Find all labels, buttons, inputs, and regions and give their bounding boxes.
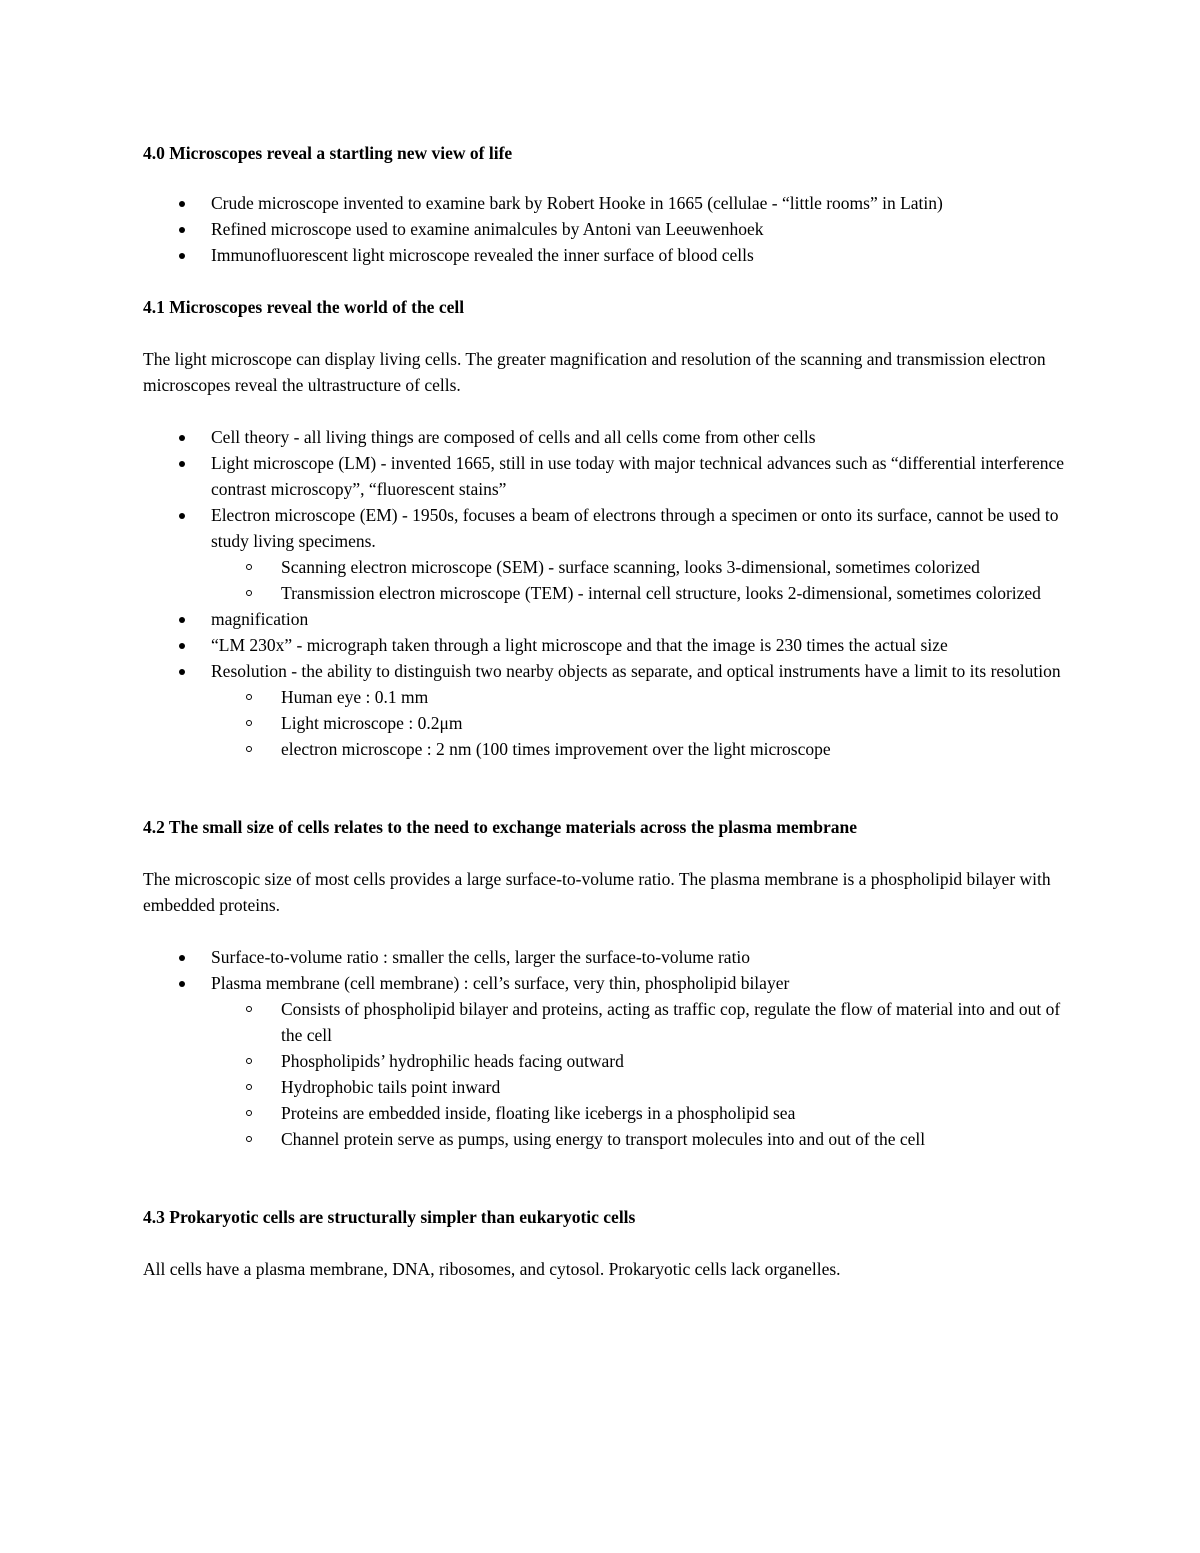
list-item: Refined microscope used to examine animalcules by Antoni van Leeuwenhoek [143,216,1073,242]
sub-list-item: Consists of phospholipid bilayer and proteins, acting as traffic cop, regulate the flow of material into and out of the cell [209,996,1073,1048]
sub-list-item: Light microscope : 0.2μm [209,710,1073,736]
list-item: Immunofluorescent light microscope revealed the inner surface of blood cells [143,242,1073,268]
bullet-icon [179,201,185,207]
list-item: Crude microscope invented to examine bark by Robert Hooke in 1665 (cellulae - “little rooms” in Latin) [143,190,1073,216]
sub-list-item: Phospholipids’ hydrophilic heads facing outward [209,1048,1073,1074]
section-heading-4-1: 4.1 Microscopes reveal the world of the cell [143,297,465,317]
bullet-icon [179,981,185,987]
hollow-bullet-icon [246,1084,252,1090]
hollow-bullet-icon [246,694,252,700]
section-heading-4-0: 4.0 Microscopes reveal a startling new view of life [143,143,513,163]
section-intro-4-3: All cells have a plasma membrane, DNA, ribosomes, and cytosol. Prokaryotic cells lack organelles. [143,1259,841,1279]
list-item: Cell theory - all living things are composed of cells and all cells come from other cells [143,424,1073,450]
bullet-icon [179,617,185,623]
section-intro-4-1: The light microscope can display living cells. The greater magnification and resolution of the scanning and transmission electron microscopes reveal the ultrastructure of cells. [143,349,1046,395]
list-item: Surface-to-volume ratio : smaller the cells, larger the surface-to-volume ratio [143,944,1073,970]
hollow-bullet-icon [246,1006,252,1012]
section-heading-4-3: 4.3 Prokaryotic cells are structurally simpler than eukaryotic cells [143,1207,636,1227]
bullet-list-4-0 [143,190,1073,268]
bullet-icon [179,955,185,961]
sub-list-item: Channel protein serve as pumps, using energy to transport molecules into and out of the cell [209,1126,1073,1152]
hollow-bullet-icon [246,1110,252,1116]
section-heading-4-2: 4.2 The small size of cells relates to the need to exchange materials across the plasma membrane [143,817,857,837]
sub-list-item: Human eye : 0.1 mm [209,684,1073,710]
sub-bullet-list [143,684,1073,762]
list-item: Light microscope (LM) - invented 1665, still in use today with major technical advances such as “differential interference contrast microscopy”, “fluorescent stains” [143,450,1073,502]
hollow-bullet-icon [246,590,252,596]
list-item: Plasma membrane (cell membrane) : cell’s surface, very thin, phospholipid bilayer Consists of phospholipid bilayer and proteins, acting as traffic cop, regulate the flow of material into and out of the cell Phospholipids’ hydrophilic heads facing outward Hydrophobic tails point inward Proteins are embedded inside, floating like icebergs in a phospholipid sea Channel protein serve as pumps, using energy to transport molecules into and out of the cell [143,970,1073,1152]
hollow-bullet-icon [246,1058,252,1064]
list-item: “LM 230x” - micrograph taken through a light microscope and that the image is 230 times the actual size [143,632,1073,658]
hollow-bullet-icon [246,1136,252,1142]
hollow-bullet-icon [246,746,252,752]
bullet-icon [179,669,185,675]
hollow-bullet-icon [246,564,252,570]
sub-list-item: Proteins are embedded inside, floating like icebergs in a phospholipid sea [209,1100,1073,1126]
sub-list-item: Scanning electron microscope (SEM) - surface scanning, looks 3-dimensional, sometimes colorized [209,554,1073,580]
bullet-list-4-1 [143,424,1073,762]
bullet-list-4-2 [143,944,1073,1152]
list-item: Resolution - the ability to distinguish two nearby objects as separate, and optical instruments have a limit to its resolution Human eye : 0.1 mm Light microscope : 0.2μm electron microscope : 2 nm (100 times improvement over the light microscope [143,658,1073,762]
bullet-icon [179,513,185,519]
bullet-icon [179,227,185,233]
list-item: Electron microscope (EM) - 1950s, focuses a beam of electrons through a specimen or onto its surface, cannot be used to study living specimens. Scanning electron microscope (SEM) - surface scanning, looks 3-dimensional, sometimes colorized Transmission electron microscope (TEM) - internal cell structure, looks 2-dimensional, sometimes colorized [143,502,1073,606]
bullet-icon [179,435,185,441]
section-intro-4-2: The microscopic size of most cells provides a large surface-to-volume ratio. The plasma membrane is a phospholipid bilayer with embedded proteins. [143,869,1051,915]
sub-list-item: Transmission electron microscope (TEM) - internal cell structure, looks 2-dimensional, sometimes colorized [209,580,1073,606]
document-content [143,140,1073,1282]
bullet-icon [179,461,185,467]
sub-list-item: electron microscope : 2 nm (100 times improvement over the light microscope [209,736,1073,762]
bullet-icon [179,643,185,649]
sub-bullet-list [143,996,1073,1152]
bullet-icon [179,253,185,259]
hollow-bullet-icon [246,720,252,726]
sub-bullet-list [143,554,1073,606]
sub-list-item: Hydrophobic tails point inward [209,1074,1073,1100]
list-item: magnification [143,606,1073,632]
